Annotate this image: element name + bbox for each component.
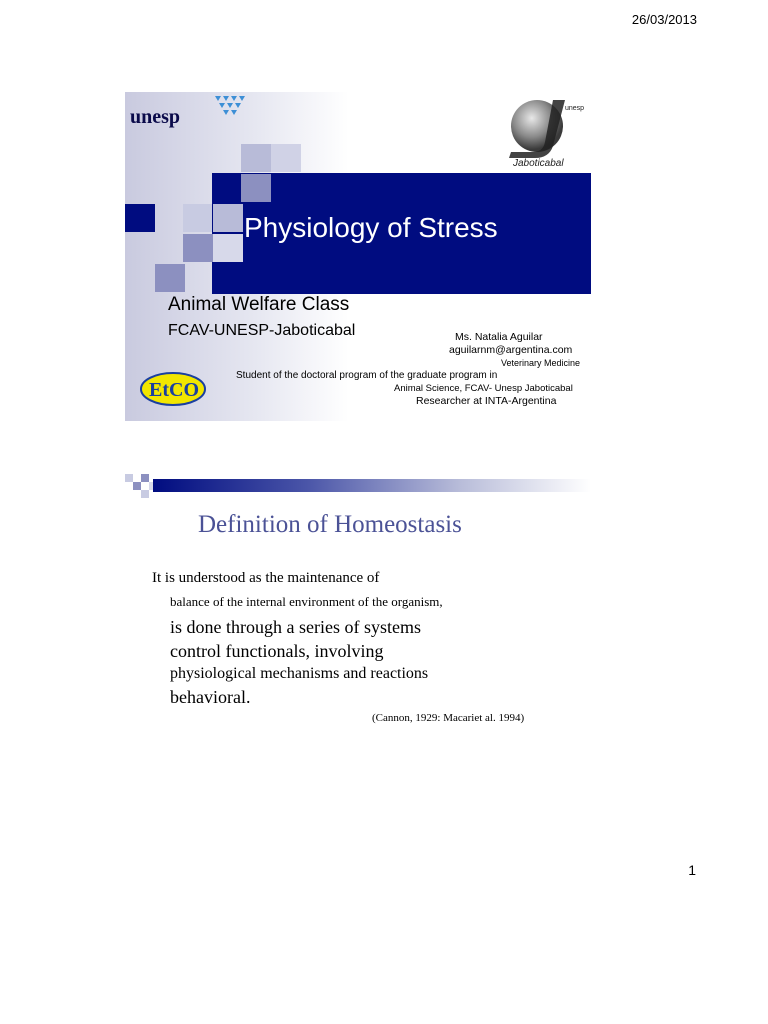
svg-text:EtCO: EtCO [149, 379, 199, 401]
unesp-logo-icon [209, 94, 251, 120]
decorative-square [241, 144, 271, 172]
body-text-line: is done through a series of systems [170, 617, 421, 637]
body-text-line: physiological mechanisms and reactions [170, 665, 429, 682]
institution-name: FCAV-UNESP-Jaboticabal [168, 322, 356, 339]
decorative-square [155, 264, 185, 292]
svg-text:unesp: unesp [565, 105, 585, 112]
unesp-logo-text: unesp [130, 106, 181, 128]
decorative-square [125, 204, 155, 232]
body-text-line: behavioral. [170, 687, 251, 707]
course-name: Animal Welfare Class [168, 294, 350, 315]
body-text-line: balance of the internal environment of the organism, [170, 594, 443, 609]
slide-header-bar [153, 479, 591, 492]
decorative-square [183, 204, 213, 232]
body-text-line: control functionals, involving [170, 641, 384, 661]
decorative-square [141, 490, 149, 498]
decorative-square [271, 144, 301, 172]
decorative-square [241, 174, 271, 202]
decorative-square [141, 474, 149, 482]
title-slide [125, 92, 591, 421]
decorative-square [213, 204, 243, 232]
svg-text:Jaboticabal: Jaboticabal [513, 158, 564, 169]
slide-title: Physiology of Stress [244, 212, 498, 243]
author-program-line: Animal Science, FCAV- Unesp Jaboticabal [394, 383, 573, 394]
page-date: 26/03/2013 [631, 12, 697, 27]
page-number: 1 [688, 862, 696, 878]
author-researcher: Researcher at INTA-Argentina [416, 395, 557, 407]
etco-logo [139, 371, 207, 407]
citation: (Cannon, 1929: Macariet al. 1994) [372, 712, 525, 724]
decorative-square [213, 234, 243, 262]
slide-title: Definition of Homeostasis [198, 511, 462, 538]
decorative-square [183, 234, 213, 262]
author-degree: Veterinary Medicine [501, 358, 581, 368]
author-email: aguilarnm@argentina.com [449, 344, 573, 356]
author-name: Ms. Natalia Aguilar [455, 331, 543, 343]
body-text-line: It is understood as the maintenance of [152, 570, 380, 586]
author-student-line: Student of the doctoral program of the graduate program in [236, 370, 498, 381]
decorative-square [125, 474, 133, 482]
homeostasis-slide [125, 470, 591, 770]
decorative-square [133, 482, 141, 490]
jaboticabal-logo [495, 94, 591, 170]
